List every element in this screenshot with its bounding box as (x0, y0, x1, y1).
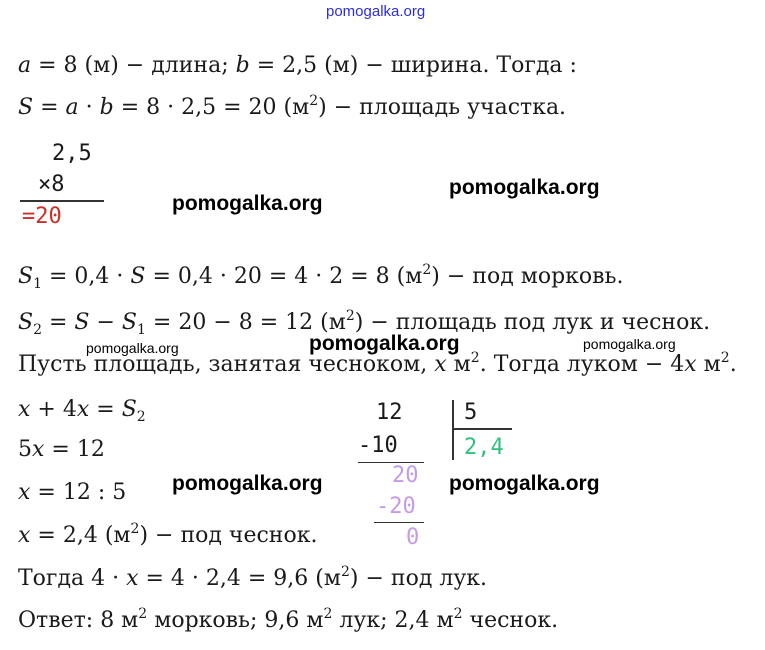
text: . (729, 352, 737, 377)
text: = 0,4 · 20 = 4 · 2 = 8 (м (145, 264, 423, 289)
text: = (42, 310, 75, 335)
division-divisor: 5 (464, 400, 478, 425)
division-line-2 (374, 522, 424, 523)
var-S: S (18, 95, 34, 120)
text: = 2,5 (м) − ширина. Тогда : (249, 53, 577, 78)
text: = (89, 397, 122, 422)
var-S: S (121, 397, 137, 422)
var-b: b (235, 53, 250, 78)
text: − (89, 310, 122, 335)
subscript: 2 (33, 322, 42, 338)
text: = 8 · 2,5 = 20 (м (113, 95, 310, 120)
text: Ответ: 8 м (18, 608, 139, 633)
subscript: 1 (137, 322, 146, 338)
text: = 0,4 · (42, 264, 131, 289)
division-rem2: 0 (406, 525, 420, 550)
superscript: 2 (130, 521, 140, 537)
superscript: 2 (453, 606, 463, 622)
text: = 2,4 (м (30, 523, 131, 548)
division-dividend: 12 (376, 400, 403, 425)
text: = 20 − 8 = 12 (м (145, 310, 346, 335)
var-x: x (18, 523, 31, 548)
superscript: 2 (138, 606, 148, 622)
watermark: pomogalka.org (86, 340, 179, 356)
var-x: x (18, 480, 31, 505)
watermark: pomogalka.org (172, 472, 323, 495)
subscript: 1 (33, 276, 42, 292)
superscript: 2 (340, 564, 350, 580)
text: = 12 : 5 (30, 480, 127, 505)
text: · (78, 95, 100, 120)
var-a: a (65, 95, 79, 120)
line-x-div (18, 480, 126, 506)
division-rem1: 20 (392, 463, 419, 488)
text: м (446, 352, 471, 377)
var-x: x (126, 566, 139, 591)
division-vertical-bar (452, 400, 454, 460)
line-5x (18, 437, 105, 463)
watermark: pomogalka.org (583, 336, 676, 352)
superscript: 2 (470, 350, 480, 366)
watermark-top: pomogalka.org (326, 3, 426, 20)
division-sub1: -10 (358, 433, 398, 458)
watermark: pomogalka.org (172, 192, 323, 215)
superscript: 2 (323, 606, 333, 622)
var-S: S (121, 310, 137, 335)
superscript: 2 (309, 93, 319, 109)
var-S: S (130, 264, 146, 289)
var-S: S (18, 264, 34, 289)
text: = 8 (м) − длина; (31, 53, 236, 78)
text: ) − под чеснок. (139, 523, 318, 548)
text: = 12 (44, 437, 105, 462)
line-garlic-result (18, 523, 317, 549)
text: м (696, 352, 721, 377)
var-x: x (32, 437, 45, 462)
line-answer (18, 608, 558, 634)
text: ) − под морковь. (431, 264, 624, 289)
watermark: pomogalka.org (309, 332, 460, 355)
text: лук; 2,4 м (332, 608, 454, 633)
subscript: 2 (136, 409, 146, 425)
text: + 4 (30, 397, 77, 422)
text: 5 (18, 437, 32, 462)
line-onion-result (18, 566, 487, 592)
text: Пусть площадь, занятая чесноком, (18, 352, 435, 377)
superscript: 2 (720, 350, 730, 366)
var-S: S (18, 310, 34, 335)
var-x: x (76, 397, 90, 422)
var-S: S (74, 310, 90, 335)
division-quotient: 2,4 (464, 435, 504, 460)
var-x: x (434, 352, 447, 377)
text: ) − под лук. (349, 566, 488, 591)
var-x: x (18, 397, 31, 422)
line-carrot (18, 264, 624, 290)
text: ) − площадь участка. (318, 95, 567, 120)
text: = (33, 95, 66, 120)
division-divisor-line (452, 428, 512, 430)
text: ) − площадь под лук и чеснок. (354, 310, 711, 335)
mult-result: =20 (22, 204, 62, 229)
line-equation (18, 397, 146, 423)
text: . Тогда луком − 4 (479, 352, 685, 377)
text: Тогда 4 · (18, 566, 127, 591)
mult-top: 2,5 (52, 141, 92, 166)
mult-line (20, 200, 104, 202)
var-x: x (684, 352, 697, 377)
watermark: pomogalka.org (449, 176, 600, 199)
text: чеснок. (462, 608, 559, 633)
division-sub2: -20 (376, 494, 416, 519)
var-b: b (99, 95, 114, 120)
superscript: 2 (345, 308, 355, 324)
line-area (18, 95, 566, 121)
text: морковь; 9,6 м (147, 608, 324, 633)
text: = 4 · 2,4 = 9,6 (м (138, 566, 341, 591)
line-dimensions (18, 53, 577, 79)
watermark: pomogalka.org (449, 472, 600, 495)
superscript: 2 (422, 262, 432, 278)
mult-operator: ×8 (38, 172, 65, 197)
var-a: a (18, 53, 32, 78)
